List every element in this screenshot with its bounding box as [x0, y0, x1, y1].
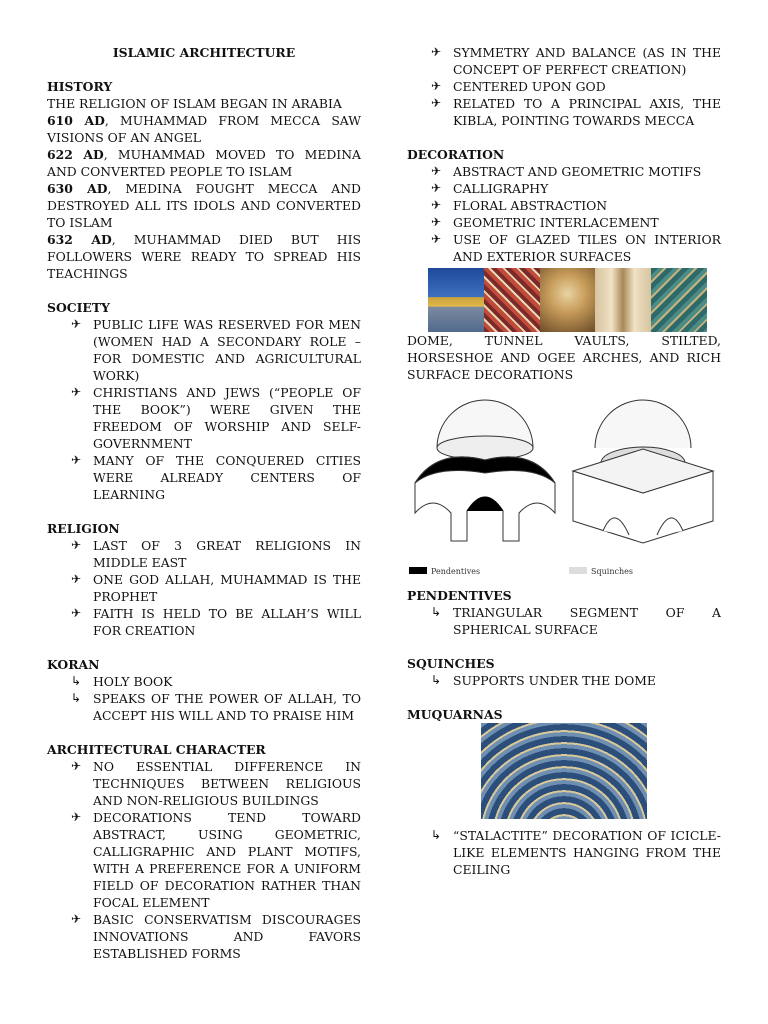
- list-item: ✈ CALLIGRAPHY: [431, 181, 549, 196]
- character-list: [47, 758, 361, 962]
- arrow-hook-icon: ↳: [71, 674, 82, 688]
- list-item: ✈ BASIC CONSERVATISM DISCOURAGES INNOVATIONS AND FAVORS ESTABLISHED FORMS: [71, 912, 361, 961]
- list-item: ✈ CENTERED UPON GOD: [431, 79, 606, 94]
- list-item: ↳ SPEAKS OF THE POWER OF ALLAH, TO ACCEPT HIS WILL AND TO PRAISE HIM: [71, 691, 361, 723]
- event-text: , MUHAMMAD DIED BUT HIS FOLLOWERS WERE READY TO SPREAD HIS TEACHINGS: [47, 232, 361, 281]
- history-heading: HISTORY: [47, 79, 113, 94]
- airplane-icon: ✈: [71, 538, 82, 552]
- history-event: [47, 231, 361, 282]
- airplane-icon: ✈: [431, 232, 442, 246]
- airplane-icon: ✈: [431, 215, 442, 229]
- koran-heading: KORAN: [47, 657, 100, 672]
- airplane-icon: ✈: [431, 164, 442, 178]
- event-text: , MUHAMMAD FROM MECCA SAW VISIONS OF AN ANGEL: [47, 113, 361, 145]
- dome-photo: [428, 268, 484, 332]
- list-item: ✈ ABSTRACT AND GEOMETRIC MOTIFS: [431, 164, 702, 179]
- decoration-caption: DOME, TUNNEL VAULTS, STILTED, HORSESHOE AND OGEE ARCHES, AND RICH SURFACE DECORATIONS: [407, 333, 721, 382]
- airplane-icon: ✈: [71, 606, 82, 620]
- history-intro: THE RELIGION OF ISLAM BEGAN IN ARABIA: [47, 96, 342, 111]
- airplane-icon: ✈: [71, 759, 82, 773]
- page-title: ISLAMIC ARCHITECTURE: [112, 45, 296, 60]
- decoration-list: [407, 163, 721, 265]
- left-column: [47, 44, 361, 962]
- airplane-icon: ✈: [71, 572, 82, 586]
- decoration-heading: DECORATION: [407, 147, 505, 162]
- airplane-icon: ✈: [71, 810, 82, 824]
- airplane-icon: ✈: [431, 79, 442, 93]
- list-item: ✈ SYMMETRY AND BALANCE (AS IN THE CONCEPT OF PERFECT CREATION): [431, 45, 721, 77]
- squinch-legend-swatch: [569, 567, 587, 574]
- list-item: ✈ DECORATIONS TEND TOWARD ABSTRACT, USING GEOMETRIC, CALLIGRAPHIC AND PLANT MOTIFS, WITH A PREFERENCE FOR A UNIFORM FIELD OF DECORATION RATHER THAN FOCAL ELEMENT: [71, 810, 361, 910]
- event-year: 610 AD: [47, 113, 105, 128]
- event-text: , MUHAMMAD MOVED TO MEDINA AND CONVERTED PEOPLE TO ISLAM: [47, 147, 361, 179]
- arrow-hook-icon: ↳: [431, 828, 442, 842]
- airplane-icon: ✈: [431, 198, 442, 212]
- squinch-legend-label: Squinches: [591, 567, 633, 576]
- list-item: ✈ USE OF GLAZED TILES ON INTERIOR AND EXTERIOR SURFACES: [431, 232, 721, 264]
- list-item: ↳ SUPPORTS UNDER THE DOME: [431, 673, 656, 688]
- pendentive-legend-swatch: [409, 567, 427, 574]
- airplane-icon: ✈: [431, 45, 442, 59]
- list-item: ↳ HOLY BOOK: [71, 674, 173, 689]
- event-year: 630 AD: [47, 181, 108, 196]
- list-item: ✈ FAITH IS HELD TO BE ALLAH’S WILL FOR CREATION: [71, 606, 361, 638]
- list-item: ✈ GEOMETRIC INTERLACEMENT: [431, 215, 659, 230]
- architecture-photo-strip: [428, 268, 707, 332]
- history-event: [47, 112, 361, 146]
- muqarnas-photo: [481, 723, 647, 819]
- koran-list: [47, 673, 361, 724]
- squinches-heading: SQUINCHES: [407, 656, 495, 671]
- ornament-photo: [651, 268, 707, 332]
- arrow-hook-icon: ↳: [71, 691, 82, 705]
- squinch-drawing: [573, 400, 713, 543]
- religion-heading: RELIGION: [47, 521, 120, 536]
- airplane-icon: ✈: [71, 453, 82, 467]
- character-cont-list: [407, 44, 721, 129]
- list-item: ✈ FLORAL ABSTRACTION: [431, 198, 608, 213]
- horseshoe-arch-photo: [595, 268, 651, 332]
- history-event: [47, 180, 361, 231]
- list-item: ✈ LAST OF 3 GREAT RELIGIONS IN MIDDLE EAST: [71, 538, 361, 570]
- list-item: ✈ CHRISTIANS AND JEWS (“PEOPLE OF THE BOOK”) WERE GIVEN THE FREEDOM OF WORSHIP AND SELF-GOVERNMENT: [71, 385, 361, 451]
- religion-list: [47, 537, 361, 639]
- squinches-list: [407, 672, 721, 689]
- event-text: , MEDINA FOUGHT MECCA AND DESTROYED ALL ITS IDOLS AND CONVERTED TO ISLAM: [47, 181, 361, 230]
- list-item: ↳ TRIANGULAR SEGMENT OF A SPHERICAL SURFACE: [431, 605, 721, 637]
- list-item: ✈ ONE GOD ALLAH, MUHAMMAD IS THE PROPHET: [71, 572, 361, 604]
- pendentive-drawing: [415, 400, 555, 541]
- list-item: ✈ PUBLIC LIFE WAS RESERVED FOR MEN (WOMEN HAD A SECONDARY ROLE – FOR DOMESTIC AND AGRICULTURAL WORK): [71, 317, 361, 383]
- airplane-icon: ✈: [71, 385, 82, 399]
- list-item: ✈ NO ESSENTIAL DIFFERENCE IN TECHNIQUES BETWEEN RELIGIOUS AND NON-RELIGIOUS BUILDINGS: [71, 759, 361, 808]
- airplane-icon: ✈: [431, 96, 442, 110]
- airplane-icon: ✈: [71, 912, 82, 926]
- tile-interior-photo: [484, 268, 540, 332]
- society-heading: SOCIETY: [47, 300, 110, 315]
- muqarnas-heading: MUQUARNAS: [407, 707, 503, 722]
- airplane-icon: ✈: [71, 317, 82, 331]
- character-heading: ARCHITECTURAL CHARACTER: [47, 742, 266, 757]
- history-event: [47, 146, 361, 180]
- arrow-hook-icon: ↳: [431, 605, 442, 619]
- event-year: 622 AD: [47, 147, 104, 162]
- pendentives-list: [407, 604, 721, 638]
- arrow-hook-icon: ↳: [431, 673, 442, 687]
- right-column: [407, 44, 721, 878]
- muqarnas-list: [407, 827, 721, 878]
- pendentive-squinch-diagram: [407, 393, 721, 583]
- list-item: ✈ RELATED TO A PRINCIPAL AXIS, THE KIBLA, POINTING TOWARDS MECCA: [431, 96, 721, 128]
- event-year: 632 AD: [47, 232, 112, 247]
- list-item: ↳ “STALACTITE” DECORATION OF ICICLE-LIKE ELEMENTS HANGING FROM THE CEILING: [431, 828, 721, 877]
- pendentives-heading: PENDENTIVES: [407, 588, 512, 603]
- airplane-icon: ✈: [431, 181, 442, 195]
- list-item: ✈ MANY OF THE CONQUERED CITIES WERE ALREADY CENTERS OF LEARNING: [71, 453, 361, 502]
- arch-photo: [540, 268, 596, 332]
- society-list: [47, 316, 361, 503]
- pendentive-legend-label: Pendentives: [431, 567, 481, 576]
